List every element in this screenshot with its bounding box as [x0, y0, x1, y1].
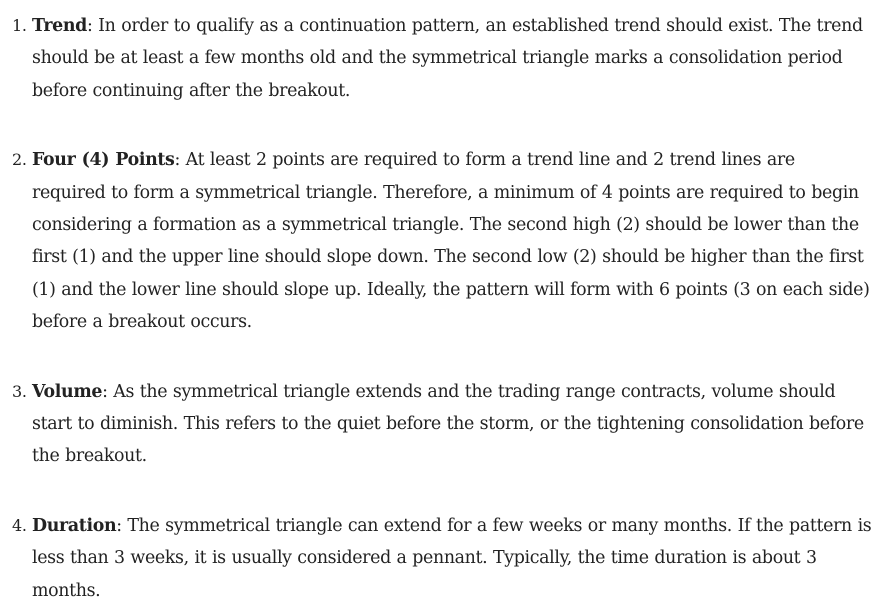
item-text: : At least 2 points are required to form a trend line and 2 trend lines are required to form a symmetrical triangle. Therefore, a minimum of 4 points are required to begin considering a formation as a symmetrical triangle. The second high (2) should be lower than the first (1) and the upper line should slope down. The second low (2) should be higher than the first (1) and the lower line should slope up. Ideally, the pattern will form with 6 points (3 on each side) before a breakout occurs.	[32, 150, 870, 333]
item-text: : In order to qualify as a continuation pattern, an established trend should exist. The trend should be at least a few months old and the symmetrical triangle marks a consolidation period before continuing after the breakout.	[32, 16, 863, 101]
item-term: Duration	[32, 515, 117, 536]
list-number: 1.	[12, 16, 27, 35]
item-text: : The symmetrical triangle can extend for a few weeks or many months. If the pattern is less than 3 weeks, it is usually considered a pennant. Typically, the time duration is about 3 months.	[32, 515, 872, 601]
item-term: Trend	[32, 16, 87, 36]
numbered-list	[10, 10, 872, 607]
list-item-four-points	[10, 144, 872, 338]
item-term: Four (4) Points	[32, 150, 175, 171]
list-number: 4.	[12, 515, 27, 535]
list-item-trend	[10, 10, 872, 107]
list-number: 2.	[12, 150, 27, 170]
item-term: Volume	[32, 381, 103, 402]
list-number: 3.	[12, 381, 27, 401]
list-item-duration	[10, 510, 872, 607]
list-item-volume	[10, 376, 872, 473]
item-text: : As the symmetrical triangle extends and the trading range contracts, volume should start to diminish. This refers to the quiet before the storm, or the tightening consolidation before the breakout.	[32, 381, 864, 467]
